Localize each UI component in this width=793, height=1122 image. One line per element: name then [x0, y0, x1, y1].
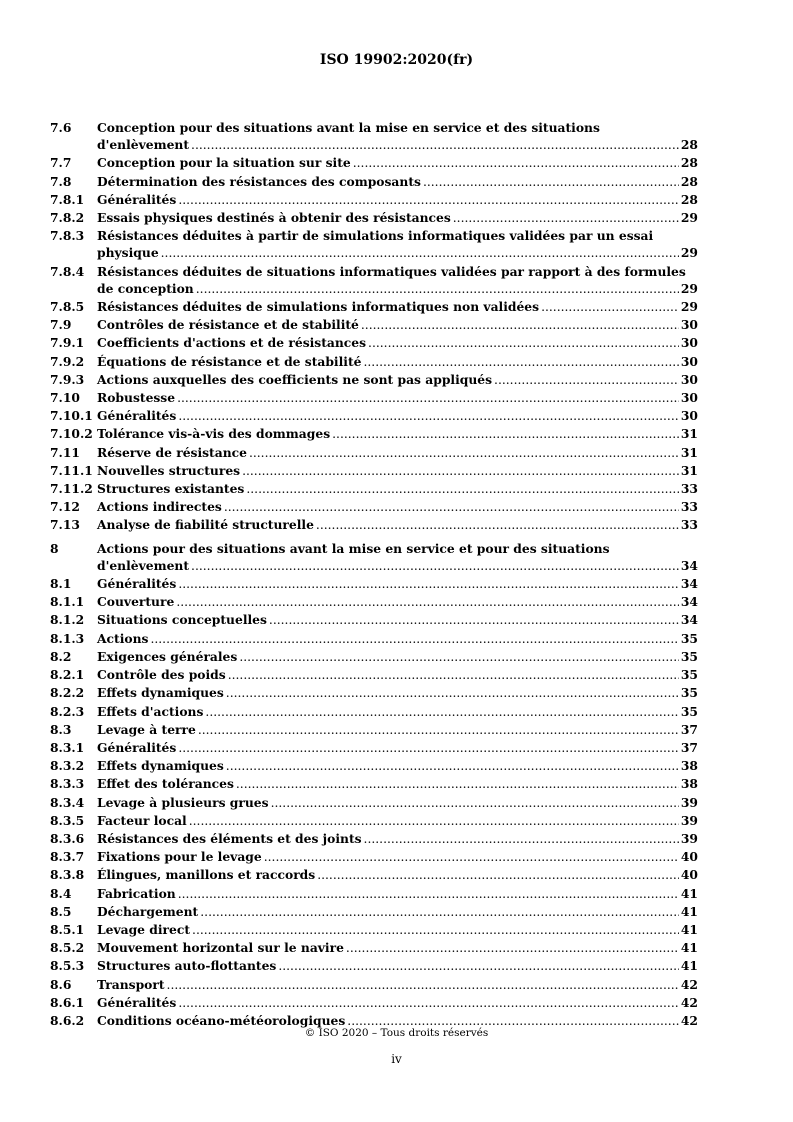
toc-entry-number: 7.12 [50, 499, 80, 515]
toc-entry-page: 42 [680, 994, 698, 1010]
toc-entry-number: 8.2.1 [50, 667, 85, 683]
toc-entry-page: 41 [680, 958, 698, 974]
toc-leader-dots [453, 209, 679, 227]
toc-leader-dots [177, 389, 679, 407]
toc-entry-title: Effet des tolérances [97, 776, 234, 792]
toc-entry-number: 8.2.2 [50, 685, 85, 701]
toc-entry[interactable] [50, 848, 698, 866]
toc-leader-dots [176, 593, 679, 611]
toc-entry-title: Actions pour des situations avant la mise en service et pour des situations [97, 540, 610, 556]
toc-entry-title: Effets dynamiques [97, 758, 224, 774]
toc-entry-title: Généralités [97, 576, 177, 592]
toc-entry-number: 7.7 [50, 155, 72, 171]
toc-leader-dots [150, 630, 678, 648]
toc-leader-dots [316, 516, 679, 534]
toc-entry[interactable] [50, 939, 698, 957]
toc-entry-page: 30 [680, 371, 698, 387]
toc-leader-dots [249, 444, 679, 462]
toc-entry-page: 29 [680, 210, 698, 226]
toc-entry-page: 28 [680, 155, 698, 171]
toc-entry-page: 34 [680, 594, 698, 610]
toc-entry[interactable] [50, 425, 698, 443]
toc-entry-title: Coefficients d'actions et de résistances [97, 335, 367, 351]
toc-entry-title: Levage à terre [97, 721, 196, 737]
toc-entry-title: Transport [97, 976, 165, 992]
toc-entry-number: 7.8 [50, 173, 72, 189]
toc-entry-page: 34 [680, 576, 698, 592]
toc-entry-title: Situations conceptuelles [97, 612, 267, 628]
toc-entry-number: 8.6 [50, 976, 72, 992]
toc-entry[interactable] [50, 866, 698, 884]
toc-entry[interactable] [50, 154, 698, 172]
toc-leader-dots [317, 866, 679, 884]
toc-entry-title: Couverture [97, 594, 175, 610]
toc-leader-dots [363, 353, 678, 371]
toc-entry-title: Effets d'actions [97, 703, 204, 719]
toc-entry[interactable] [50, 721, 698, 739]
toc-entry-title: Exigences générales [97, 648, 238, 664]
toc-entry[interactable] [50, 684, 698, 702]
toc-entry[interactable] [50, 227, 698, 262]
toc-entry-number: 7.9.3 [50, 371, 85, 387]
toc-leader-dots [205, 703, 678, 721]
toc-leader-dots [494, 371, 679, 389]
toc-entry-page: 31 [680, 426, 698, 442]
toc-entry-title: Mouvement horizontal sur le navire [97, 940, 344, 956]
table-of-contents [50, 119, 698, 1030]
toc-entry-page: 39 [680, 812, 698, 828]
toc-entry-page: 38 [680, 758, 698, 774]
toc-entry-page: 28 [680, 137, 698, 153]
toc-leader-dots [364, 830, 679, 848]
toc-entry-page: 28 [680, 191, 698, 207]
toc-entry-page: 33 [680, 517, 698, 533]
toc-entry-title: Généralités [97, 191, 177, 207]
toc-leader-dots [228, 666, 679, 684]
toc-entry-title: Nouvelles structures [97, 462, 241, 478]
toc-entry-number: 8.6.1 [50, 994, 85, 1010]
toc-entry-page: 35 [680, 630, 698, 646]
toc-entry-page: 30 [680, 317, 698, 333]
toc-entry-title: Généralités [97, 739, 177, 755]
toc-entry[interactable] [50, 462, 698, 480]
toc-entry-page: 35 [680, 667, 698, 683]
toc-entry-page: 28 [680, 173, 698, 189]
toc-entry-title: Levage direct [97, 921, 191, 937]
toc-entry[interactable] [50, 334, 698, 352]
toc-entry-title: Actions indirectes [97, 499, 222, 515]
toc-leader-dots [191, 557, 679, 575]
toc-entry-title: Résistances déduites de simulations informatiques non validées [97, 299, 540, 315]
toc-entry[interactable] [50, 575, 698, 593]
toc-entry-number: 7.11.1 [50, 462, 93, 478]
toc-entry-page: 30 [680, 335, 698, 351]
toc-entry-page: 42 [680, 976, 698, 992]
toc-entry-title: Résistances déduites à partir de simulations informatiques validées par un essai [97, 228, 654, 244]
toc-entry-page: 35 [680, 703, 698, 719]
toc-entry[interactable] [50, 593, 698, 611]
toc-leader-dots [200, 903, 679, 921]
toc-entry-number: 7.10.2 [50, 426, 93, 442]
toc-entry-page: 41 [680, 940, 698, 956]
toc-entry-title: Conditions océano-météorologiques [97, 1012, 346, 1028]
toc-leader-dots [368, 334, 679, 352]
toc-entry[interactable] [50, 630, 698, 648]
toc-entry-page: 38 [680, 776, 698, 792]
toc-leader-dots [239, 648, 679, 666]
toc-entry-page: 42 [680, 1012, 698, 1028]
toc-entry-number: 8 [50, 540, 59, 556]
toc-entry-number: 8.1.2 [50, 612, 85, 628]
toc-entry-number: 7.8.4 [50, 263, 85, 279]
toc-entry-page: 37 [680, 721, 698, 737]
toc-entry[interactable] [50, 921, 698, 939]
toc-entry-title: Contrôle des poids [97, 667, 226, 683]
toc-entry-page: 30 [680, 390, 698, 406]
toc-entry-page: 29 [680, 299, 698, 315]
toc-leader-dots [541, 298, 679, 316]
toc-entry-number: 8.1.1 [50, 594, 85, 610]
toc-entry-title: Levage à plusieurs grues [97, 794, 269, 810]
toc-entry-page: 34 [680, 612, 698, 628]
toc-entry-number: 7.8.2 [50, 210, 85, 226]
toc-leader-dots [196, 280, 679, 298]
toc-entry-number: 8.2.3 [50, 703, 85, 719]
toc-entry-number: 7.8.3 [50, 228, 85, 244]
toc-entry[interactable] [50, 353, 698, 371]
toc-entry[interactable] [50, 444, 698, 462]
toc-entry-title: Structures auto-flottantes [97, 958, 277, 974]
toc-entry-title: de conception [97, 280, 194, 296]
toc-entry-page: 40 [680, 867, 698, 883]
toc-entry-title: Réserve de résistance [97, 444, 247, 460]
toc-leader-dots [242, 462, 679, 480]
toc-entry[interactable] [50, 739, 698, 757]
toc-entry[interactable] [50, 191, 698, 209]
toc-entry-number: 8.1 [50, 576, 72, 592]
toc-leader-dots [178, 994, 679, 1012]
toc-entry-page: 33 [680, 499, 698, 515]
toc-entry[interactable] [50, 648, 698, 666]
toc-entry-number: 7.9.2 [50, 353, 85, 369]
toc-entry-page: 31 [680, 444, 698, 460]
toc-leader-dots [226, 757, 679, 775]
toc-entry-number: 8.1.3 [50, 630, 85, 646]
toc-entry[interactable] [50, 480, 698, 498]
toc-entry-title: Structures existantes [97, 481, 245, 497]
toc-entry-title: d'enlèvement [97, 137, 190, 153]
page-number: iv [391, 1052, 402, 1066]
toc-entry-title: Actions auxquelles des coefficients ne sont pas appliqués [97, 371, 493, 387]
toc-leader-dots [161, 244, 679, 262]
toc-leader-dots [178, 191, 679, 209]
toc-entry-number: 8.6.2 [50, 1012, 85, 1028]
toc-entry-number: 7.10 [50, 390, 80, 406]
toc-entry[interactable] [50, 316, 698, 334]
toc-entry[interactable] [50, 209, 698, 227]
toc-entry-title: Actions [97, 630, 149, 646]
toc-entry[interactable] [50, 389, 698, 407]
toc-entry-page: 29 [680, 245, 698, 261]
toc-entry-page: 39 [680, 830, 698, 846]
toc-entry[interactable] [50, 516, 698, 534]
toc-leader-dots [178, 575, 679, 593]
toc-leader-dots [191, 136, 679, 154]
toc-entry[interactable] [50, 407, 698, 425]
toc-entry-page: 30 [680, 353, 698, 369]
toc-entry-title: Conception pour des situations avant la mise en service et des situations [97, 120, 600, 135]
toc-entry[interactable] [50, 775, 698, 793]
toc-entry-number: 7.8.1 [50, 191, 85, 207]
toc-entry-page: 34 [680, 557, 698, 573]
toc-entry-title: Effets dynamiques [97, 685, 224, 701]
toc-entry[interactable] [50, 903, 698, 921]
page-header: ISO 19902:2020(fr) [319, 52, 474, 68]
toc-leader-dots [178, 885, 679, 903]
toc-leader-dots [226, 684, 679, 702]
toc-entry-page: 37 [680, 739, 698, 755]
toc-entry-number: 7.9 [50, 317, 72, 333]
toc-entry[interactable] [50, 794, 698, 812]
toc-entry-title: Détermination des résistances des composants [97, 173, 421, 189]
toc-entry-title: Analyse de fiabilité structurelle [97, 517, 314, 533]
toc-entry-title: Facteur local [97, 812, 187, 828]
toc-entry-title: Équations de résistance et de stabilité [97, 353, 362, 369]
toc-entry-page: 41 [680, 921, 698, 937]
toc-entry-title: Conception pour la situation sur site [97, 155, 351, 171]
toc-leader-dots [353, 154, 679, 172]
toc-entry-number: 7.6 [50, 120, 72, 135]
toc-leader-dots [278, 957, 679, 975]
toc-entry-page: 35 [680, 648, 698, 664]
toc-entry-title: Robustesse [97, 390, 176, 406]
toc-entry-page: 30 [680, 408, 698, 424]
toc-entry[interactable] [50, 298, 698, 316]
toc-entry[interactable] [50, 830, 698, 848]
toc-leader-dots [423, 173, 679, 191]
toc-leader-dots [192, 921, 679, 939]
toc-leader-dots [269, 611, 679, 629]
toc-entry-number: 7.10.1 [50, 408, 93, 424]
toc-entry-number: 7.9.1 [50, 335, 85, 351]
toc-entry-number: 8.5.2 [50, 940, 85, 956]
toc-entry-title: Fixations pour le levage [97, 849, 262, 865]
toc-entry[interactable] [50, 812, 698, 830]
toc-entry-title: Généralités [97, 994, 177, 1010]
toc-entry-number: 8.3 [50, 721, 72, 737]
toc-entry-title: Élingues, manillons et raccords [97, 867, 316, 883]
toc-entry-page: 40 [680, 849, 698, 865]
toc-entry-title: Résistances des éléments et des joints [97, 830, 362, 846]
toc-entry[interactable] [50, 994, 698, 1012]
toc-entry-title: Résistances déduites de situations informatiques validées par rapport à des formules [97, 263, 686, 279]
toc-leader-dots [271, 794, 679, 812]
toc-leader-dots [346, 939, 679, 957]
toc-entry[interactable] [50, 173, 698, 191]
toc-entry[interactable] [50, 371, 698, 389]
toc-leader-dots [236, 775, 679, 793]
toc-entry-number: 8.3.6 [50, 830, 85, 846]
toc-leader-dots [189, 812, 679, 830]
toc-entry-page: 35 [680, 685, 698, 701]
copyright-notice: © ISO 2020 – Tous droits réservés [304, 1027, 489, 1039]
toc-leader-dots [264, 848, 679, 866]
toc-entry-page: 31 [680, 462, 698, 478]
toc-entry[interactable] [50, 757, 698, 775]
toc-entry-page: 41 [680, 903, 698, 919]
toc-entry-title: Contrôles de résistance et de stabilité [97, 317, 359, 333]
toc-leader-dots [167, 976, 679, 994]
toc-entry-number: 8.3.3 [50, 776, 85, 792]
toc-entry-title: Essais physiques destinés à obtenir des résistances [97, 210, 451, 226]
toc-entry[interactable] [50, 666, 698, 684]
toc-leader-dots [178, 407, 679, 425]
toc-entry[interactable] [50, 957, 698, 975]
toc-leader-dots [361, 316, 679, 334]
toc-entry-title: Généralités [97, 408, 177, 424]
toc-entry-page: 29 [680, 280, 698, 296]
toc-entry-number: 8.4 [50, 885, 72, 901]
toc-leader-dots [198, 721, 679, 739]
toc-entry-number: 8.5.1 [50, 921, 85, 937]
toc-leader-dots [178, 739, 679, 757]
toc-entry-page: 41 [680, 885, 698, 901]
toc-entry[interactable] [50, 885, 698, 903]
toc-entry-number: 8.3.1 [50, 739, 85, 755]
toc-entry-number: 8.5.3 [50, 958, 85, 974]
toc-leader-dots [246, 480, 679, 498]
toc-entry[interactable] [50, 703, 698, 721]
toc-entry-title: physique [97, 245, 159, 261]
toc-entry-number: 8.2 [50, 648, 72, 664]
toc-entry[interactable] [50, 119, 698, 154]
toc-entry-title: d'enlèvement [97, 557, 190, 573]
toc-entry-title: Déchargement [97, 903, 199, 919]
toc-entry-number: 8.3.5 [50, 812, 85, 828]
toc-entry[interactable] [50, 976, 698, 994]
toc-leader-dots [332, 425, 679, 443]
toc-entry-page: 39 [680, 794, 698, 810]
toc-entry[interactable] [50, 540, 698, 575]
toc-entry-number: 8.3.2 [50, 758, 85, 774]
toc-entry-page: 33 [680, 481, 698, 497]
toc-entry-number: 8.3.8 [50, 867, 85, 883]
toc-entry[interactable] [50, 498, 698, 516]
toc-entry-number: 8.5 [50, 903, 72, 919]
toc-entry[interactable] [50, 263, 698, 298]
toc-entry[interactable] [50, 611, 698, 629]
toc-leader-dots [224, 498, 679, 516]
toc-entry-title: Tolérance vis-à-vis des dommages [97, 426, 331, 442]
toc-entry-number: 8.3.4 [50, 794, 85, 810]
toc-entry-number: 7.13 [50, 517, 80, 533]
toc-entry-title: Fabrication [97, 885, 176, 901]
toc-entry-number: 8.3.7 [50, 849, 85, 865]
toc-entry-number: 7.8.5 [50, 299, 85, 315]
toc-entry-number: 7.11.2 [50, 481, 93, 497]
toc-entry-number: 7.11 [50, 444, 80, 460]
